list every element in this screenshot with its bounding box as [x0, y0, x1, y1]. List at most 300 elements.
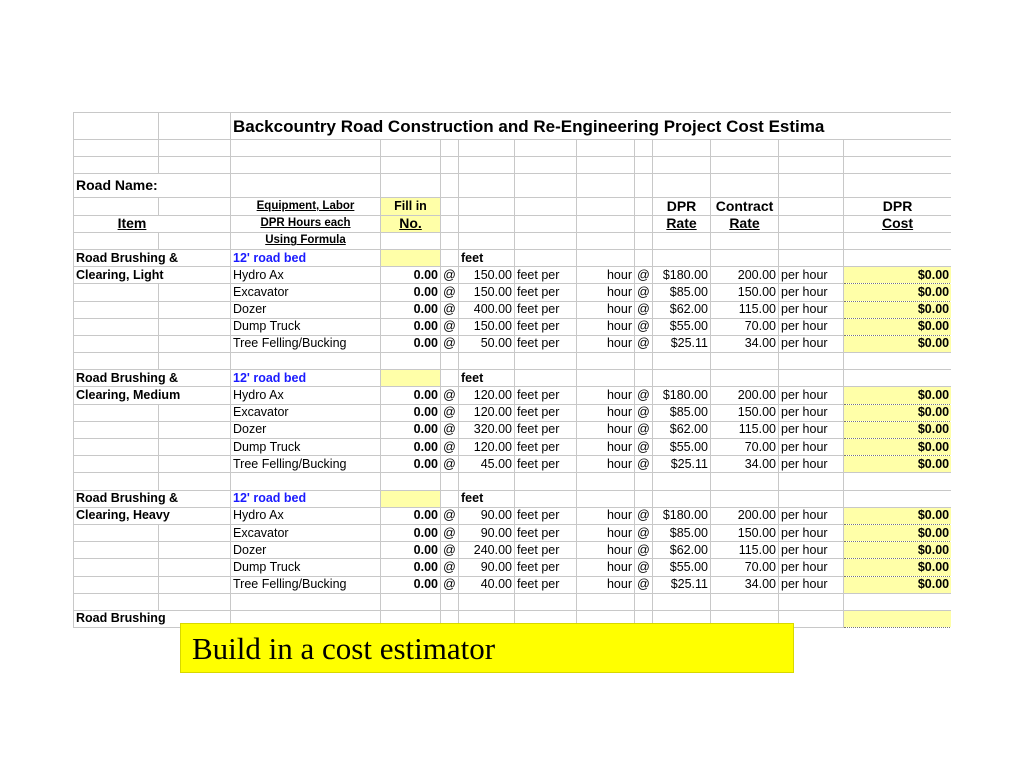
feet-per-label[interactable]: feet per [515, 559, 577, 576]
cell[interactable] [459, 198, 515, 215]
cell[interactable] [779, 198, 844, 215]
equipment-name[interactable]: Dozer [231, 301, 381, 318]
cell[interactable] [441, 157, 459, 174]
dpr-hours[interactable]: 0.00 [381, 439, 441, 456]
dpr-hours[interactable]: 0.00 [381, 387, 441, 404]
cell[interactable] [381, 157, 441, 174]
cell[interactable] [653, 473, 711, 490]
hour-label[interactable]: hour [577, 301, 635, 318]
contract-rate[interactable]: 115.00 [711, 421, 779, 438]
cell[interactable] [779, 593, 844, 610]
cell[interactable] [459, 215, 515, 232]
feet-per-label[interactable]: feet per [515, 524, 577, 541]
at-sign[interactable]: @ [441, 318, 459, 335]
at-sign[interactable]: @ [635, 267, 653, 284]
cell[interactable] [577, 353, 635, 370]
hour-label[interactable]: hour [577, 456, 635, 473]
fill-in-input[interactable] [381, 249, 441, 266]
cell[interactable] [74, 576, 159, 593]
cell[interactable] [844, 370, 952, 387]
cell[interactable] [779, 140, 844, 157]
contract-rate[interactable]: 34.00 [711, 335, 779, 352]
dpr-rate[interactable]: $55.00 [653, 439, 711, 456]
contract-rate[interactable]: 200.00 [711, 387, 779, 404]
cell[interactable] [74, 353, 159, 370]
feet-per-hour[interactable]: 90.00 [459, 507, 515, 524]
cell[interactable] [441, 370, 459, 387]
dpr-rate[interactable]: $62.00 [653, 542, 711, 559]
at-sign[interactable]: @ [441, 301, 459, 318]
dpr-rate[interactable]: $180.00 [653, 267, 711, 284]
cell[interactable] [459, 473, 515, 490]
dpr-hours[interactable]: 0.00 [381, 421, 441, 438]
dpr-rate[interactable]: $62.00 [653, 301, 711, 318]
at-sign[interactable]: @ [635, 335, 653, 352]
cell[interactable] [577, 140, 635, 157]
header-rate-dpr[interactable]: Rate [653, 215, 711, 232]
dpr-cost[interactable]: $0.00 [844, 576, 952, 593]
feet-per-hour[interactable]: 120.00 [459, 439, 515, 456]
cell[interactable] [441, 593, 459, 610]
hour-label[interactable]: hour [577, 387, 635, 404]
cell[interactable] [441, 198, 459, 215]
at-sign[interactable]: @ [635, 524, 653, 541]
feet-per-hour[interactable]: 120.00 [459, 404, 515, 421]
cell[interactable] [159, 301, 231, 318]
cell[interactable] [159, 524, 231, 541]
dpr-hours[interactable]: 0.00 [381, 507, 441, 524]
header-using-formula[interactable]: Using Formula [231, 232, 381, 249]
cell[interactable] [459, 157, 515, 174]
dpr-rate[interactable]: $25.11 [653, 576, 711, 593]
equipment-name[interactable]: Hydro Ax [231, 387, 381, 404]
cell[interactable] [74, 456, 159, 473]
cell[interactable] [159, 140, 231, 157]
cell[interactable] [159, 576, 231, 593]
cell[interactable] [74, 335, 159, 352]
cell[interactable] [159, 473, 231, 490]
cell[interactable] [635, 249, 653, 266]
cell[interactable] [577, 232, 635, 249]
at-sign[interactable]: @ [441, 421, 459, 438]
at-sign[interactable]: @ [635, 404, 653, 421]
item-name[interactable]: Road Brushing & [74, 370, 231, 387]
at-sign[interactable]: @ [441, 456, 459, 473]
dpr-hours[interactable]: 0.00 [381, 456, 441, 473]
feet-per-label[interactable]: feet per [515, 301, 577, 318]
cell[interactable] [515, 249, 577, 266]
cell[interactable] [779, 353, 844, 370]
cell[interactable] [635, 215, 653, 232]
header-contract-top[interactable]: Contract [711, 198, 779, 215]
feet-per-label[interactable]: feet per [515, 439, 577, 456]
cell[interactable] [74, 318, 159, 335]
per-hour-label[interactable]: per hour [779, 404, 844, 421]
dpr-hours[interactable]: 0.00 [381, 524, 441, 541]
dpr-cost[interactable]: $0.00 [844, 267, 952, 284]
cell[interactable] [653, 249, 711, 266]
cell[interactable] [635, 353, 653, 370]
cell[interactable] [577, 174, 635, 198]
cell[interactable] [577, 215, 635, 232]
at-sign[interactable]: @ [441, 524, 459, 541]
cell[interactable] [515, 215, 577, 232]
feet-per-label[interactable]: feet per [515, 421, 577, 438]
per-hour-label[interactable]: per hour [779, 267, 844, 284]
per-hour-label[interactable]: per hour [779, 387, 844, 404]
dpr-rate[interactable]: $55.00 [653, 318, 711, 335]
cell[interactable] [74, 421, 159, 438]
cell[interactable] [653, 140, 711, 157]
cell[interactable] [159, 421, 231, 438]
at-sign[interactable]: @ [441, 507, 459, 524]
feet-per-label[interactable]: feet per [515, 456, 577, 473]
cell[interactable] [159, 284, 231, 301]
feet-per-label[interactable]: feet per [515, 318, 577, 335]
equipment-name[interactable]: Dump Truck [231, 318, 381, 335]
item-name[interactable]: Road Brushing & [74, 249, 231, 266]
header-equipment-labor[interactable]: Equipment, Labor [231, 198, 381, 215]
hour-label[interactable]: hour [577, 318, 635, 335]
cell[interactable] [577, 198, 635, 215]
cell[interactable] [159, 232, 231, 249]
feet-per-hour[interactable]: 150.00 [459, 318, 515, 335]
at-sign[interactable]: @ [441, 542, 459, 559]
equipment-name[interactable]: Dozer [231, 542, 381, 559]
fill-in-input[interactable] [381, 370, 441, 387]
cell[interactable] [441, 353, 459, 370]
cell[interactable] [577, 490, 635, 507]
cell[interactable] [231, 473, 381, 490]
at-sign[interactable]: @ [635, 576, 653, 593]
cell[interactable] [577, 370, 635, 387]
cell[interactable] [711, 157, 779, 174]
feet-per-hour[interactable]: 400.00 [459, 301, 515, 318]
road-name-value[interactable] [231, 174, 381, 198]
cell[interactable] [711, 174, 779, 198]
cell[interactable] [577, 593, 635, 610]
cell[interactable] [844, 249, 952, 266]
hour-label[interactable]: hour [577, 576, 635, 593]
cell[interactable] [515, 490, 577, 507]
cell[interactable] [515, 140, 577, 157]
cell[interactable] [515, 473, 577, 490]
road-bed-label[interactable]: 12' road bed [231, 490, 381, 507]
equipment-name[interactable]: Hydro Ax [231, 507, 381, 524]
cell[interactable] [577, 249, 635, 266]
cell[interactable] [459, 174, 515, 198]
cell[interactable] [159, 353, 231, 370]
dpr-hours[interactable]: 0.00 [381, 284, 441, 301]
feet-per-hour[interactable]: 150.00 [459, 284, 515, 301]
at-sign[interactable]: @ [635, 439, 653, 456]
cell[interactable] [653, 593, 711, 610]
per-hour-label[interactable]: per hour [779, 439, 844, 456]
cell[interactable] [635, 593, 653, 610]
cell[interactable] [459, 232, 515, 249]
hour-label[interactable]: hour [577, 524, 635, 541]
cell[interactable] [459, 593, 515, 610]
cell[interactable] [441, 140, 459, 157]
cell[interactable] [577, 473, 635, 490]
dpr-cost[interactable]: $0.00 [844, 524, 952, 541]
dpr-cost[interactable] [844, 610, 952, 627]
item-name[interactable]: Clearing, Light [74, 267, 231, 284]
cell[interactable] [711, 353, 779, 370]
dpr-rate[interactable]: $62.00 [653, 421, 711, 438]
cell[interactable] [653, 174, 711, 198]
at-sign[interactable]: @ [441, 559, 459, 576]
cell[interactable] [515, 157, 577, 174]
per-hour-label[interactable]: per hour [779, 284, 844, 301]
dpr-hours[interactable]: 0.00 [381, 335, 441, 352]
cell[interactable] [711, 232, 779, 249]
dpr-hours[interactable]: 0.00 [381, 318, 441, 335]
unit-label[interactable]: feet [459, 249, 515, 266]
dpr-hours[interactable]: 0.00 [381, 267, 441, 284]
at-sign[interactable]: @ [441, 387, 459, 404]
cell[interactable] [159, 593, 231, 610]
equipment-name[interactable]: Tree Felling/Bucking [231, 456, 381, 473]
at-sign[interactable]: @ [635, 559, 653, 576]
cell[interactable] [844, 174, 952, 198]
cell[interactable] [844, 140, 952, 157]
dpr-hours[interactable]: 0.00 [381, 576, 441, 593]
contract-rate[interactable]: 115.00 [711, 542, 779, 559]
cell[interactable] [635, 198, 653, 215]
cell[interactable] [441, 473, 459, 490]
header-dpr-hours-each[interactable]: DPR Hours each [231, 215, 381, 232]
at-sign[interactable]: @ [441, 284, 459, 301]
cell[interactable] [159, 113, 231, 140]
cell[interactable] [441, 174, 459, 198]
cell[interactable] [381, 473, 441, 490]
header-dpr-rate-top[interactable]: DPR [653, 198, 711, 215]
cell[interactable] [74, 198, 159, 215]
hour-label[interactable]: hour [577, 335, 635, 352]
contract-rate[interactable]: 70.00 [711, 439, 779, 456]
cell[interactable] [577, 157, 635, 174]
cell[interactable] [779, 232, 844, 249]
dpr-hours[interactable]: 0.00 [381, 404, 441, 421]
dpr-rate[interactable]: $85.00 [653, 524, 711, 541]
per-hour-label[interactable]: per hour [779, 542, 844, 559]
cell[interactable] [74, 232, 159, 249]
cell[interactable] [779, 490, 844, 507]
cell[interactable] [381, 593, 441, 610]
cell[interactable] [844, 490, 952, 507]
cell[interactable] [779, 249, 844, 266]
cell[interactable] [74, 593, 159, 610]
dpr-hours[interactable]: 0.00 [381, 301, 441, 318]
header-dpr-cost-top[interactable]: DPR [844, 198, 952, 215]
at-sign[interactable]: @ [441, 404, 459, 421]
per-hour-label[interactable]: per hour [779, 318, 844, 335]
header-item[interactable]: Item [74, 215, 231, 232]
contract-rate[interactable]: 150.00 [711, 524, 779, 541]
cell[interactable] [779, 370, 844, 387]
fill-in-input[interactable] [381, 490, 441, 507]
cell[interactable] [159, 318, 231, 335]
cell[interactable] [74, 559, 159, 576]
unit-label[interactable]: feet [459, 490, 515, 507]
feet-per-label[interactable]: feet per [515, 507, 577, 524]
hour-label[interactable]: hour [577, 439, 635, 456]
feet-per-label[interactable]: feet per [515, 542, 577, 559]
cell[interactable] [159, 456, 231, 473]
dpr-cost[interactable]: $0.00 [844, 335, 952, 352]
cell[interactable] [159, 559, 231, 576]
cell[interactable] [635, 370, 653, 387]
at-sign[interactable]: @ [635, 421, 653, 438]
dpr-rate[interactable]: $85.00 [653, 404, 711, 421]
cell[interactable] [231, 140, 381, 157]
road-name-label[interactable]: Road Name: [74, 174, 231, 198]
cell[interactable] [515, 370, 577, 387]
cell[interactable] [381, 232, 441, 249]
cell[interactable] [74, 140, 159, 157]
feet-per-hour[interactable]: 40.00 [459, 576, 515, 593]
cell[interactable] [381, 140, 441, 157]
contract-rate[interactable]: 150.00 [711, 404, 779, 421]
dpr-rate[interactable]: $25.11 [653, 335, 711, 352]
unit-label[interactable]: feet [459, 370, 515, 387]
dpr-cost[interactable]: $0.00 [844, 559, 952, 576]
contract-rate[interactable]: 200.00 [711, 507, 779, 524]
at-sign[interactable]: @ [441, 335, 459, 352]
cell[interactable] [159, 198, 231, 215]
cell[interactable] [779, 157, 844, 174]
cell[interactable] [711, 140, 779, 157]
dpr-cost[interactable]: $0.00 [844, 301, 952, 318]
item-name[interactable]: Clearing, Heavy [74, 507, 231, 524]
feet-per-hour[interactable]: 90.00 [459, 524, 515, 541]
cell[interactable] [844, 232, 952, 249]
cell[interactable] [844, 353, 952, 370]
cell[interactable] [231, 353, 381, 370]
at-sign[interactable]: @ [441, 439, 459, 456]
dpr-cost[interactable]: $0.00 [844, 387, 952, 404]
cell[interactable] [459, 353, 515, 370]
cell[interactable] [711, 593, 779, 610]
header-cost[interactable]: Cost [844, 215, 952, 232]
per-hour-label[interactable]: per hour [779, 456, 844, 473]
cell[interactable] [515, 353, 577, 370]
contract-rate[interactable]: 150.00 [711, 284, 779, 301]
at-sign[interactable]: @ [635, 318, 653, 335]
cell[interactable] [653, 232, 711, 249]
cell[interactable] [74, 404, 159, 421]
cell[interactable] [159, 335, 231, 352]
hour-label[interactable]: hour [577, 507, 635, 524]
cell[interactable] [844, 473, 952, 490]
equipment-name[interactable]: Tree Felling/Bucking [231, 576, 381, 593]
per-hour-label[interactable]: per hour [779, 559, 844, 576]
cell[interactable] [515, 198, 577, 215]
feet-per-label[interactable]: feet per [515, 267, 577, 284]
contract-rate[interactable]: 34.00 [711, 456, 779, 473]
hour-label[interactable]: hour [577, 421, 635, 438]
cell[interactable] [779, 174, 844, 198]
cell[interactable] [74, 473, 159, 490]
cell[interactable] [653, 353, 711, 370]
dpr-cost[interactable]: $0.00 [844, 404, 952, 421]
cell[interactable] [515, 232, 577, 249]
at-sign[interactable]: @ [635, 456, 653, 473]
cell[interactable] [74, 524, 159, 541]
cell[interactable] [779, 473, 844, 490]
cell[interactable] [515, 593, 577, 610]
cell[interactable] [844, 593, 952, 610]
cell[interactable] [159, 404, 231, 421]
cell[interactable] [74, 284, 159, 301]
cell[interactable] [381, 174, 441, 198]
feet-per-label[interactable]: feet per [515, 576, 577, 593]
dpr-rate[interactable]: $85.00 [653, 284, 711, 301]
contract-rate[interactable]: 70.00 [711, 559, 779, 576]
cell[interactable] [74, 542, 159, 559]
at-sign[interactable]: @ [635, 301, 653, 318]
feet-per-hour[interactable]: 240.00 [459, 542, 515, 559]
feet-per-hour[interactable]: 90.00 [459, 559, 515, 576]
per-hour-label[interactable]: per hour [779, 576, 844, 593]
cell[interactable] [159, 157, 231, 174]
cell[interactable] [459, 140, 515, 157]
at-sign[interactable]: @ [441, 576, 459, 593]
cell[interactable] [441, 215, 459, 232]
dpr-hours[interactable]: 0.00 [381, 559, 441, 576]
feet-per-label[interactable]: feet per [515, 387, 577, 404]
equipment-name[interactable]: Dump Truck [231, 439, 381, 456]
cell[interactable] [653, 490, 711, 507]
dpr-cost[interactable]: $0.00 [844, 318, 952, 335]
cell[interactable] [381, 353, 441, 370]
cell[interactable] [635, 140, 653, 157]
hour-label[interactable]: hour [577, 559, 635, 576]
equipment-name[interactable]: Dump Truck [231, 559, 381, 576]
hour-label[interactable]: hour [577, 267, 635, 284]
feet-per-hour[interactable]: 150.00 [459, 267, 515, 284]
road-bed-label[interactable]: 12' road bed [231, 249, 381, 266]
cell[interactable] [779, 215, 844, 232]
cell[interactable] [635, 157, 653, 174]
at-sign[interactable]: @ [441, 267, 459, 284]
cell[interactable] [441, 490, 459, 507]
cell[interactable] [844, 157, 952, 174]
cell[interactable] [74, 157, 159, 174]
hour-label[interactable]: hour [577, 404, 635, 421]
dpr-rate[interactable]: $180.00 [653, 387, 711, 404]
feet-per-label[interactable]: feet per [515, 335, 577, 352]
cell[interactable] [74, 301, 159, 318]
dpr-hours[interactable]: 0.00 [381, 542, 441, 559]
item-name[interactable]: Road Brushing [74, 610, 231, 627]
feet-per-label[interactable]: feet per [515, 404, 577, 421]
feet-per-hour[interactable]: 320.00 [459, 421, 515, 438]
header-fill-in[interactable]: Fill in [381, 198, 441, 215]
cell[interactable] [159, 439, 231, 456]
cell[interactable] [231, 593, 381, 610]
dpr-cost[interactable]: $0.00 [844, 439, 952, 456]
item-name[interactable]: Road Brushing & [74, 490, 231, 507]
road-bed-label[interactable]: 12' road bed [231, 370, 381, 387]
at-sign[interactable]: @ [635, 542, 653, 559]
feet-per-hour[interactable]: 45.00 [459, 456, 515, 473]
feet-per-label[interactable]: feet per [515, 284, 577, 301]
dpr-cost[interactable]: $0.00 [844, 507, 952, 524]
feet-per-hour[interactable]: 50.00 [459, 335, 515, 352]
per-hour-label[interactable]: per hour [779, 421, 844, 438]
